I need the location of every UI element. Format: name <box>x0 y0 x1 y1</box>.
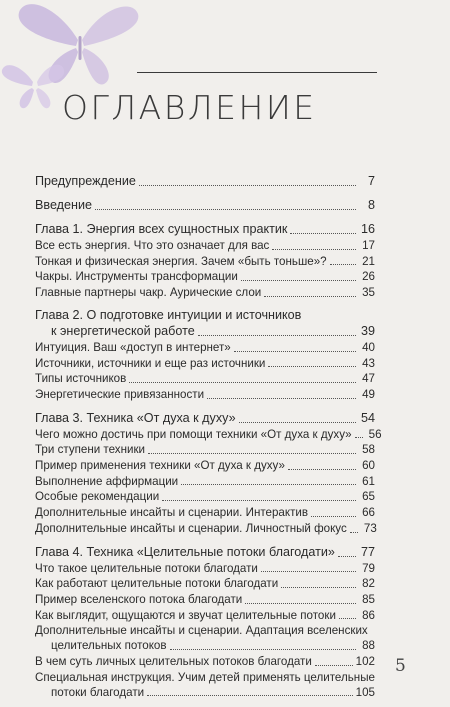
dot-leader <box>181 484 356 485</box>
toc-entry-title: Глава 3. Техника «От духа к духу» <box>35 410 236 425</box>
toc-chapter-row[interactable] <box>35 410 375 427</box>
toc-entry-row[interactable] <box>35 608 375 624</box>
toc-group <box>35 544 375 701</box>
toc-entry-title: Пример вселенского потока благодати <box>35 592 243 606</box>
toc-entry-row[interactable] <box>35 254 375 270</box>
toc-entry-title: Особые рекомендации <box>35 490 160 504</box>
toc-entry-row[interactable] <box>35 505 375 521</box>
chapter-title: Глава 2. О подготовке интуиции и источников <box>35 307 302 322</box>
toc-entry-title: Тонкая и физическая энергия. Зачем «быть тоньше»? <box>35 254 327 268</box>
toc-page-number: 58 <box>362 443 375 457</box>
toc-chapter-row[interactable] <box>35 173 375 190</box>
dot-leader <box>339 618 356 619</box>
dot-leader <box>281 587 356 588</box>
dot-leader <box>129 382 356 383</box>
toc-entry-title: Типы источников <box>35 372 127 386</box>
toc-page-number: 17 <box>362 239 375 252</box>
toc-page-number: 47 <box>362 372 375 386</box>
toc-entry-title: Выполнение аффирмации <box>35 474 179 488</box>
toc-entry-row[interactable] <box>35 654 375 670</box>
toc-entry-row[interactable] <box>35 238 375 254</box>
dot-leader <box>95 209 356 210</box>
toc-page-number: 43 <box>362 356 375 370</box>
toc-entry-title: Главные партнеры чакр. Аурические слои <box>35 286 262 300</box>
dot-leader <box>355 437 363 438</box>
dot-leader <box>207 398 356 399</box>
toc-entry-title: Источники, источники и еще раз источники <box>35 356 266 370</box>
toc-entry-row[interactable] <box>35 356 375 372</box>
toc-page-number: 86 <box>362 608 375 622</box>
toc-group <box>35 410 382 537</box>
toc-chapter-row[interactable] <box>35 544 375 561</box>
toc-entry-title: Дополнительные инсайты и сценарии. Интерактив <box>35 506 309 520</box>
dot-leader <box>139 185 356 186</box>
toc-entry-title: Чего можно достичь при помощи техники «От духа к духу» <box>35 427 352 441</box>
dot-leader <box>272 249 356 250</box>
toc-page-number: 56 <box>368 427 382 441</box>
toc-page-number: 60 <box>362 459 375 473</box>
toc-chapter-row[interactable] <box>35 197 375 214</box>
toc-chapter-row[interactable] <box>35 323 375 340</box>
toc-entry-row[interactable] <box>35 592 375 608</box>
dot-leader <box>162 500 356 501</box>
toc-page-number: 88 <box>362 639 375 653</box>
toc-page-number: 77 <box>360 544 375 559</box>
toc-entry-row[interactable] <box>35 474 375 490</box>
toc-entry-title: Как выглядит, ощущаются и звучат целительные потоки <box>35 608 336 622</box>
toc-page-number: 85 <box>362 592 375 606</box>
toc-entry-title: Интуиция. Ваш «доступ в интернет» <box>35 340 231 354</box>
toc-entry-row[interactable] <box>35 285 375 301</box>
toc-group <box>35 197 375 214</box>
toc-page-number: 16 <box>360 222 375 236</box>
page-number: 5 <box>395 656 406 676</box>
toc-page-number: 8 <box>367 198 375 212</box>
toc-entry-title: Пример применения техники «От духа к духу» <box>35 459 285 473</box>
dot-leader <box>264 296 356 297</box>
toc-entry-row[interactable] <box>35 427 382 443</box>
dot-leader <box>288 469 356 470</box>
toc-page-number: 73 <box>363 521 377 535</box>
toc-group <box>35 221 375 301</box>
toc-page-number: 82 <box>362 577 375 591</box>
dot-leader <box>241 280 356 281</box>
toc-group <box>35 308 375 403</box>
toc-entry-title: Введение <box>35 198 93 212</box>
toc-page-number: 26 <box>362 270 375 284</box>
toc-page-number: 7 <box>367 174 375 188</box>
dot-leader <box>290 233 356 234</box>
dot-leader <box>147 695 353 696</box>
toc-entry-continuation: к энергетической работе <box>51 323 195 338</box>
dot-leader <box>239 422 356 423</box>
dot-leader <box>315 665 353 666</box>
toc-page-number: 21 <box>362 254 375 268</box>
toc-entry-title: Дополнительные инсайты и сценарии. Адаптация вселенских <box>35 624 368 638</box>
toc-entry-title: Специальная инструкция. Учим детей применять целительные <box>35 670 375 684</box>
dot-leader <box>198 335 356 336</box>
toc-page-number: 49 <box>362 387 375 401</box>
toc-entry-row[interactable] <box>35 638 375 654</box>
dot-leader <box>350 532 358 533</box>
dot-leader <box>311 516 356 517</box>
toc-entry-title: Все есть энергия. Что это означает для вас <box>35 239 270 252</box>
dot-leader <box>234 351 356 352</box>
toc-chapter-row[interactable] <box>35 221 375 238</box>
dot-leader <box>170 649 356 650</box>
page-title: ОГЛАВЛЕНИЕ <box>62 88 317 127</box>
toc-entry-title: Дополнительные инсайты и сценарии. Личностный фокус <box>35 521 347 535</box>
toc-page-number: 40 <box>362 340 375 354</box>
dot-leader <box>330 264 356 265</box>
toc-entry-row[interactable] <box>35 387 375 403</box>
toc-page-number: 39 <box>360 323 375 338</box>
toc-entry-title: Предупреждение <box>35 174 136 188</box>
small-butterfly-icon <box>2 65 64 109</box>
dot-leader <box>148 453 356 454</box>
toc-entry-title: Энергетические привязанности <box>35 387 205 401</box>
toc-entry-row[interactable] <box>35 561 375 577</box>
toc-entry-title: Глава 4. Техника «Целительные потоки благодати» <box>35 544 335 559</box>
toc-entry-row[interactable] <box>35 371 375 387</box>
toc-page-number: 35 <box>362 286 375 300</box>
toc-entry-row[interactable] <box>35 340 375 356</box>
toc-page-number: 105 <box>355 685 375 699</box>
toc-page-number: 66 <box>362 506 375 520</box>
header-rule <box>137 72 377 73</box>
toc-entry-title: Как работают целительные потоки благодати <box>35 577 279 591</box>
toc-entry-row[interactable] <box>35 521 375 537</box>
toc-page-number: 54 <box>360 410 375 425</box>
toc-entry-title: Что такое целительные потоки благодати <box>35 561 258 575</box>
toc-entry-title: В чем суть личных целительных потоков благодати <box>35 655 312 669</box>
dot-leader <box>338 556 356 557</box>
dot-leader <box>245 603 356 604</box>
toc-entry-row[interactable] <box>35 685 375 701</box>
toc-entry-title: Глава 1. Энергия всех сущностных практик <box>35 222 288 236</box>
dot-leader <box>268 366 356 367</box>
toc-page-number: 61 <box>362 474 375 488</box>
toc-entry-row[interactable] <box>35 576 375 592</box>
toc-group <box>35 173 375 190</box>
toc-page-number: 102 <box>355 655 375 669</box>
toc-entry-row[interactable] <box>35 442 375 458</box>
toc-entry-title: Чакры. Инструменты трансформации <box>35 270 238 284</box>
large-butterfly-icon <box>19 4 139 84</box>
table-of-contents <box>35 173 382 707</box>
toc-entry-title: Три ступени техники <box>35 443 146 457</box>
toc-entry-continuation: потоки благодати <box>51 685 145 699</box>
toc-entry-row[interactable] <box>35 458 375 474</box>
toc-entry-row[interactable] <box>35 489 375 505</box>
toc-page-number: 65 <box>362 490 375 504</box>
toc-entry-continuation: целительных потоков <box>51 639 167 653</box>
toc-entry-row[interactable] <box>35 269 375 285</box>
dot-leader <box>261 571 356 572</box>
toc-page-number: 79 <box>362 561 375 575</box>
